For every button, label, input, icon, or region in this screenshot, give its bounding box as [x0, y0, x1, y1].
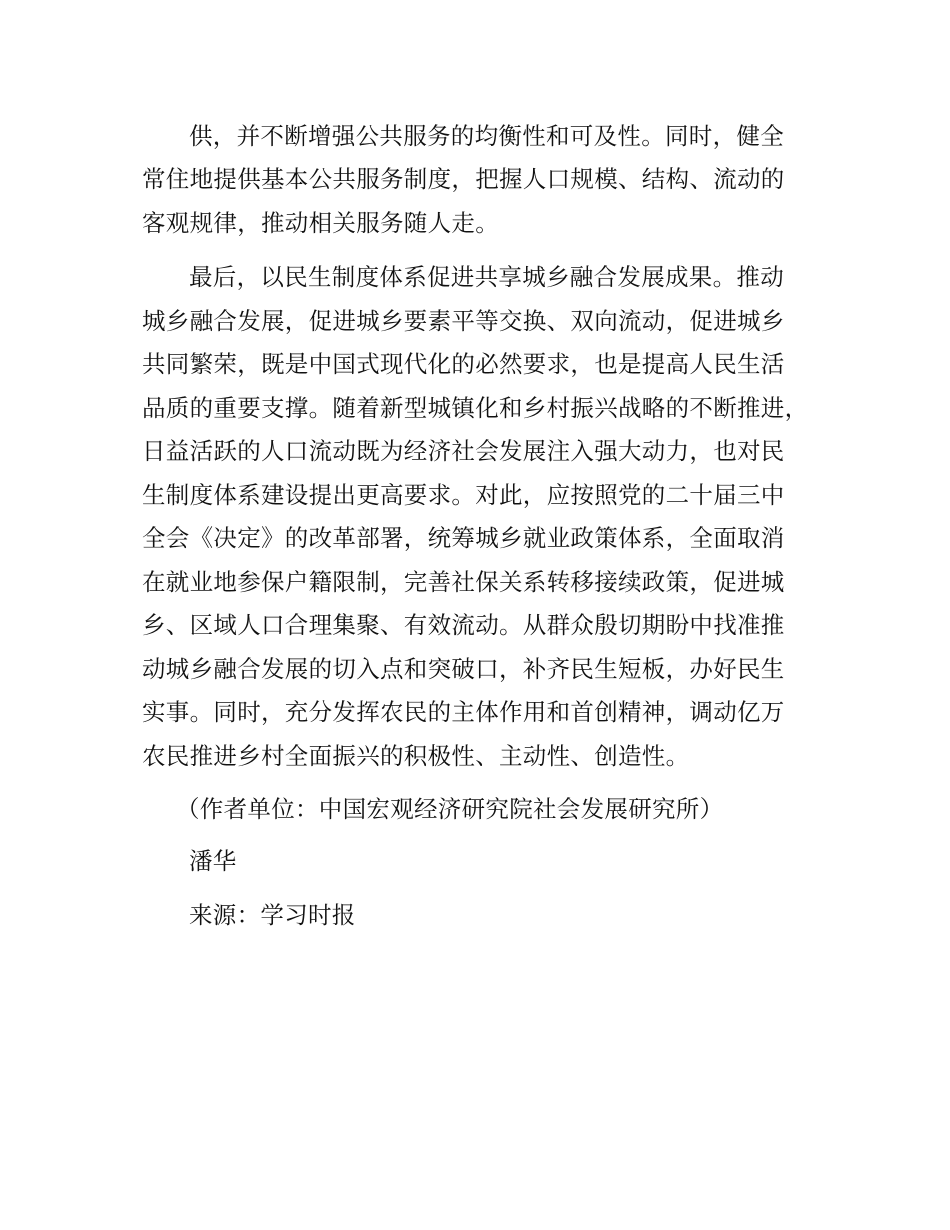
paragraph-2-line-7: 全会《决定》的改革部署，统筹城乡就业政策体系，全面取消 — [142, 524, 785, 552]
paragraph-2-line-6: 生制度体系建设提出更高要求。对此，应按照党的二十届三中 — [142, 481, 785, 509]
author-affiliation: （作者单位：中国宏观经济研究院社会发展研究所） — [176, 795, 724, 823]
paragraph-2-line-3: 共同繁荣，既是中国式现代化的必然要求，也是提高人民生活 — [142, 350, 785, 378]
paragraph-1-line-2: 常住地提供基本公共服务制度，把握人口规模、结构、流动的 — [142, 165, 785, 193]
paragraph-2-line-1: 最后，以民生制度体系促进共享城乡融合发展成果。推动 — [189, 263, 784, 291]
author-name: 潘华 — [189, 847, 237, 875]
paragraph-2-line-9: 乡、区域人口合理集聚、有效流动。从群众殷切期盼中找准推 — [142, 611, 785, 639]
paragraph-1-line-3: 客观规律，推动相关服务随人走。 — [142, 209, 499, 237]
paragraph-2-line-12: 农民推进乡村全面振兴的积极性、主动性、创造性。 — [142, 742, 690, 770]
paragraph-2-line-5: 日益活跃的人口流动既为经济社会发展注入强大动力，也对民 — [142, 437, 785, 465]
paragraph-2-line-8: 在就业地参保户籍限制，完善社保关系转移接续政策，促进城 — [142, 568, 785, 596]
paragraph-2-line-10: 动城乡融合发展的切入点和突破口，补齐民生短板，办好民生 — [142, 655, 785, 683]
paragraph-2-line-2: 城乡融合发展，促进城乡要素平等交换、双向流动，促进城乡 — [142, 307, 785, 335]
paragraph-2-line-4: 品质的重要支撑。随着新型城镇化和乡村振兴战略的不断推进， — [142, 394, 809, 422]
paragraph-2-line-11: 实事。同时，充分发挥农民的主体作用和首创精神，调动亿万 — [142, 698, 785, 726]
source-line: 来源：学习时报 — [189, 901, 356, 929]
paragraph-1-line-1: 供，并不断增强公共服务的均衡性和可及性。同时，健全 — [189, 122, 784, 150]
